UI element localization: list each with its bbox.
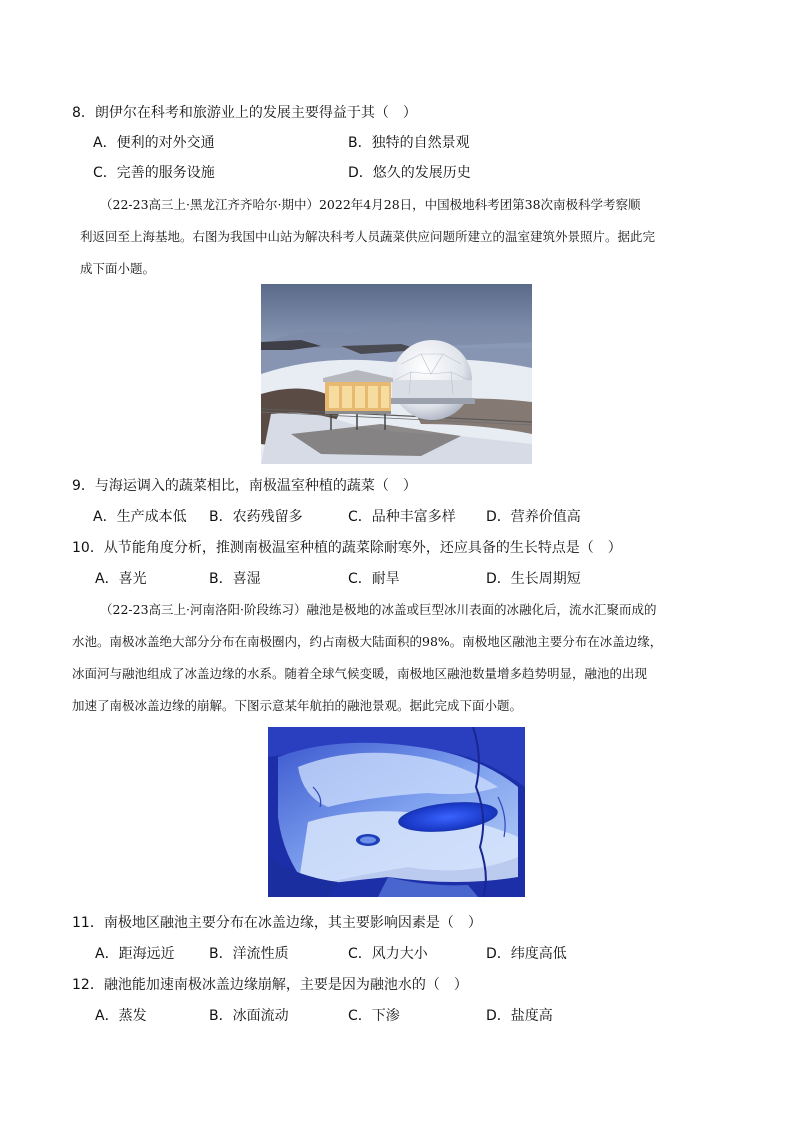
question-11-option-c: C．风力大小	[348, 946, 428, 962]
question-8-option-b: B．独特的自然景观	[348, 135, 470, 151]
question-9-option-d: D．营养价值高	[486, 509, 581, 525]
passage-2-line-4: 加速了南极冰盖边缘的崩解。下图示意某年航拍的融池景观。据此完成下面小题。	[72, 698, 523, 713]
question-12-option-a: A．蒸发	[95, 1008, 147, 1024]
passage-2	[100, 594, 740, 626]
question-9-stem: 9．与海运调入的蔬菜相比，南极温室种植的蔬菜（ ）	[72, 478, 417, 494]
question-11-option-d: D．纬度高低	[486, 946, 567, 962]
question-10-option-b: B．喜湿	[209, 571, 261, 587]
passage-2-cont	[72, 626, 712, 722]
melt-pond-photo	[268, 727, 525, 897]
question-8-option-a: A．便利的对外交通	[93, 135, 215, 151]
passage-2-line-3: 冰面河与融池组成了冰盖边缘的水系。随着全球气候变暖，南极地区融池数量增多趋势明显，融池的出现	[72, 666, 648, 681]
question-9-option-b: B．农药残留多	[209, 509, 303, 525]
passage-1-line-2: 利返回至上海基地。右图为我国中山站为解决科考人员蔬菜供应问题所建立的温室建筑外景照片。据此完	[80, 229, 656, 244]
question-9-option-c: C．品种丰富多样	[348, 509, 456, 525]
greenhouse-photo	[261, 284, 532, 464]
question-10-stem: 10．从节能角度分析，推测南极温室种植的蔬菜除耐寒外，还应具备的生长特点是（ ）	[72, 540, 622, 556]
passage-1-line-1: （22-23高三上·黑龙江齐齐哈尔·期中）2022年4月28日，中国极地科考团第38次南极科学考察顺	[100, 197, 641, 212]
question-12-option-d: D．盐度高	[486, 1008, 553, 1024]
passage-1-line-3: 成下面小题。	[80, 261, 156, 276]
passage-1-cont	[80, 221, 720, 285]
question-10-option-d: D．生长周期短	[486, 571, 581, 587]
passage-2-line-2: 水池。南极冰盖绝大部分分布在南极圈内，约占南极大陆面积的98%。南极地区融池主要分布在冰盖边缘，	[72, 634, 663, 649]
question-9-option-a: A．生产成本低	[93, 509, 187, 525]
question-11-option-a: A．距海远近	[95, 946, 175, 962]
question-10-option-a: A．喜光	[95, 571, 147, 587]
question-8-option-d: D．悠久的发展历史	[348, 165, 471, 181]
question-8-option-c: C．完善的服务设施	[93, 165, 215, 181]
question-10-option-c: C．耐旱	[348, 571, 400, 587]
question-8-stem: 8．朗伊尔在科考和旅游业上的发展主要得益于其（ ）	[72, 105, 417, 121]
question-11-stem: 11．南极地区融池主要分布在冰盖边缘，其主要影响因素是（ ）	[72, 915, 482, 931]
passage-2-line-1: （22-23高三上·河南洛阳·阶段练习）融池是极地的冰盖或巨型冰川表面的冰融化后，流水汇聚而成的	[100, 602, 657, 617]
question-12-option-b: B．冰面流动	[209, 1008, 289, 1024]
passage-1	[100, 189, 740, 221]
question-12-option-c: C．下渗	[348, 1008, 400, 1024]
question-11-option-b: B．洋流性质	[209, 946, 289, 962]
question-12-stem: 12．融池能加速南极冰盖边缘崩解，主要是因为融池水的（ ）	[72, 977, 468, 993]
